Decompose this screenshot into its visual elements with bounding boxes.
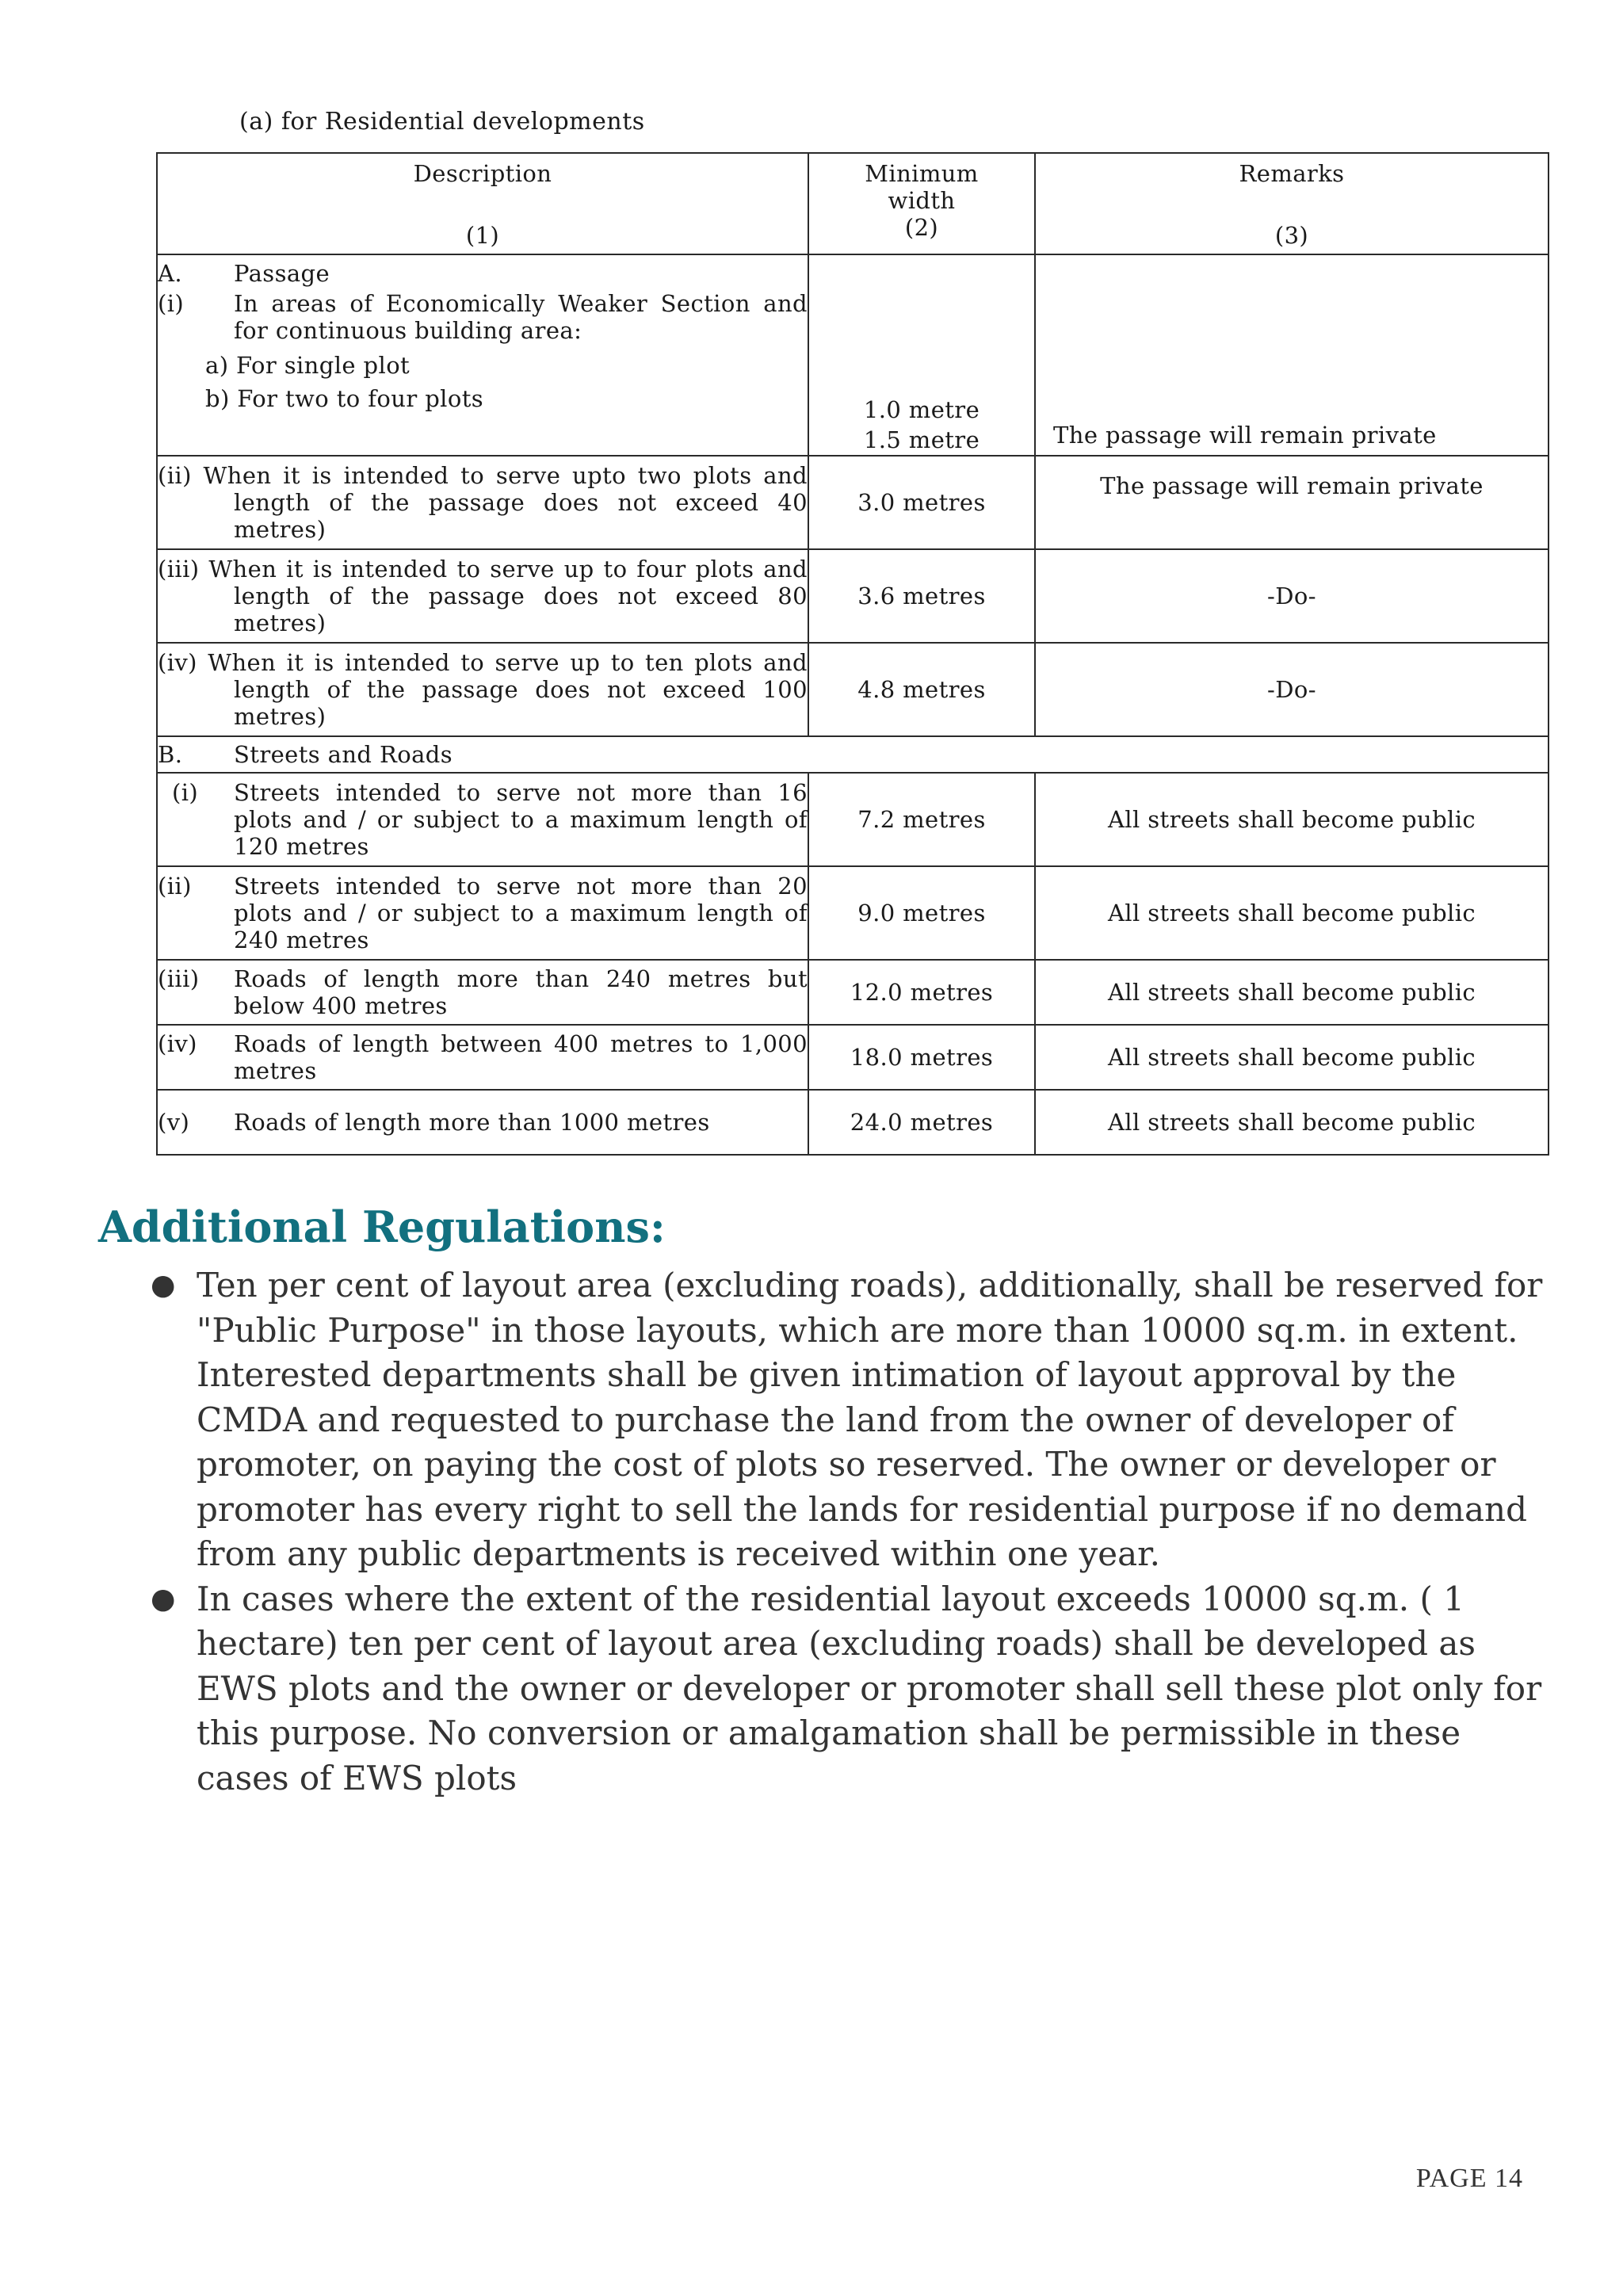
section-letter: B. [158, 741, 183, 768]
remark: All streets shall become public [1035, 1090, 1549, 1155]
section-heading: Additional Regulations: [98, 1201, 666, 1252]
bullet-icon: ● [151, 1582, 176, 1615]
list-item [151, 1263, 1545, 1577]
min-width-value: 3.6 metres [808, 549, 1035, 643]
row-description: Streets intended to serve not more than 20 plots and / or subject to a maximum length of 240 metres [234, 873, 808, 953]
remark: -Do- [1035, 643, 1549, 736]
min-width-value: 7.2 metres [808, 773, 1035, 866]
row-description: Roads of length between 400 metres to 1,000 metres [234, 1030, 808, 1084]
row-description: Roads of length more than 1000 metres [234, 1109, 710, 1136]
row-number: (ii) [158, 462, 192, 489]
table-row [157, 643, 1549, 736]
header-description: Description (1) [157, 153, 808, 254]
min-width-value: 1.0 metre [863, 396, 980, 423]
header-minimum-width: Minimum width (2) [808, 153, 1035, 254]
regulations-list [151, 1263, 1545, 1801]
section-letter: A. [158, 260, 182, 287]
min-width-value: 4.8 metres [808, 643, 1035, 736]
row-description: When it is intended to serve upto two plots and length of the passage does not exceed 40 metres) [203, 462, 808, 543]
table-header-row [157, 153, 1549, 254]
row-number: (i) [172, 779, 199, 806]
row-description: Roads of length more than 240 metres but below 400 metres [234, 965, 808, 1019]
row-number: (iv) [158, 1030, 197, 1057]
row-number: (iii) [158, 556, 200, 583]
row-number: (iii) [158, 965, 200, 992]
table-row [157, 549, 1549, 643]
table-row [157, 254, 1549, 456]
remark: The passage will remain private [1035, 456, 1549, 549]
remark: All streets shall become public [1035, 960, 1549, 1025]
table-row [157, 456, 1549, 549]
list-item [151, 1577, 1545, 1801]
min-width-value: 1.5 metre [863, 426, 980, 453]
min-width-value: 9.0 metres [808, 866, 1035, 960]
table-row [157, 1025, 1549, 1090]
row-description: Streets intended to serve not more than 16 plots and / or subject to a maximum length of 120 metres [234, 779, 808, 860]
list-item-text: Ten per cent of layout area (excluding roads), additionally, shall be reserved for "Public Purpose" in those layouts, which are more than 10000 sq.m. in extent. Interested departments shall be given intimation of layout approval by the CMDA and requested to purchase the land from the owner of developer of promoter, on paying the cost of plots so reserved. The owner or developer or promoter has every right to sell the lands for residential purpose if no demand from any public departments is received within one year. [197, 1266, 1543, 1573]
min-width-value: 3.0 metres [808, 456, 1035, 549]
row-description: When it is intended to serve up to ten plots and length of the passage does not exceed 100 metres) [208, 649, 808, 730]
list-item-text: In cases where the extent of the residential layout exceeds 10000 sq.m. ( 1 hectare) ten per cent of layout area (excluding roads) shall be developed as EWS plots and the owner or developer or promoter shall sell these plot only for this purpose. No conversion or amalgamation shall be permissible in these cases of EWS plots [197, 1579, 1542, 1797]
row-description: In areas of Economically Weaker Section and for continuous building area: [234, 290, 808, 344]
row-number: (iv) [158, 649, 197, 676]
section-title: Streets and Roads [234, 741, 453, 768]
remark: The passage will remain private [1035, 254, 1549, 456]
sub-item-b: b) For two to four plots [205, 385, 484, 412]
table-caption: (a) for Residential developments [239, 108, 645, 136]
road-width-table [156, 152, 1549, 1156]
header-remarks: Remarks (3) [1035, 153, 1549, 254]
min-width-value: 18.0 metres [808, 1025, 1035, 1090]
row-number: (v) [158, 1109, 190, 1136]
table-row [157, 866, 1549, 960]
bullet-icon: ● [151, 1269, 176, 1301]
sub-item-a: a) For single plot [205, 352, 411, 379]
remark: All streets shall become public [1035, 773, 1549, 866]
row-number: (i) [158, 290, 185, 317]
min-width-value: 24.0 metres [808, 1090, 1035, 1155]
remark: All streets shall become public [1035, 866, 1549, 960]
min-width-value: 12.0 metres [808, 960, 1035, 1025]
table-row [157, 1090, 1549, 1155]
section-title: Passage [234, 260, 330, 287]
section-heading-row [157, 736, 1549, 773]
row-number: (ii) [158, 873, 192, 900]
row-description: When it is intended to serve up to four plots and length of the passage does not exceed 80 metres) [208, 556, 808, 636]
table-row [157, 960, 1549, 1025]
page-number: PAGE 14 [1415, 2164, 1523, 2193]
table-row [157, 773, 1549, 866]
remark: All streets shall become public [1035, 1025, 1549, 1090]
remark: -Do- [1035, 549, 1549, 643]
